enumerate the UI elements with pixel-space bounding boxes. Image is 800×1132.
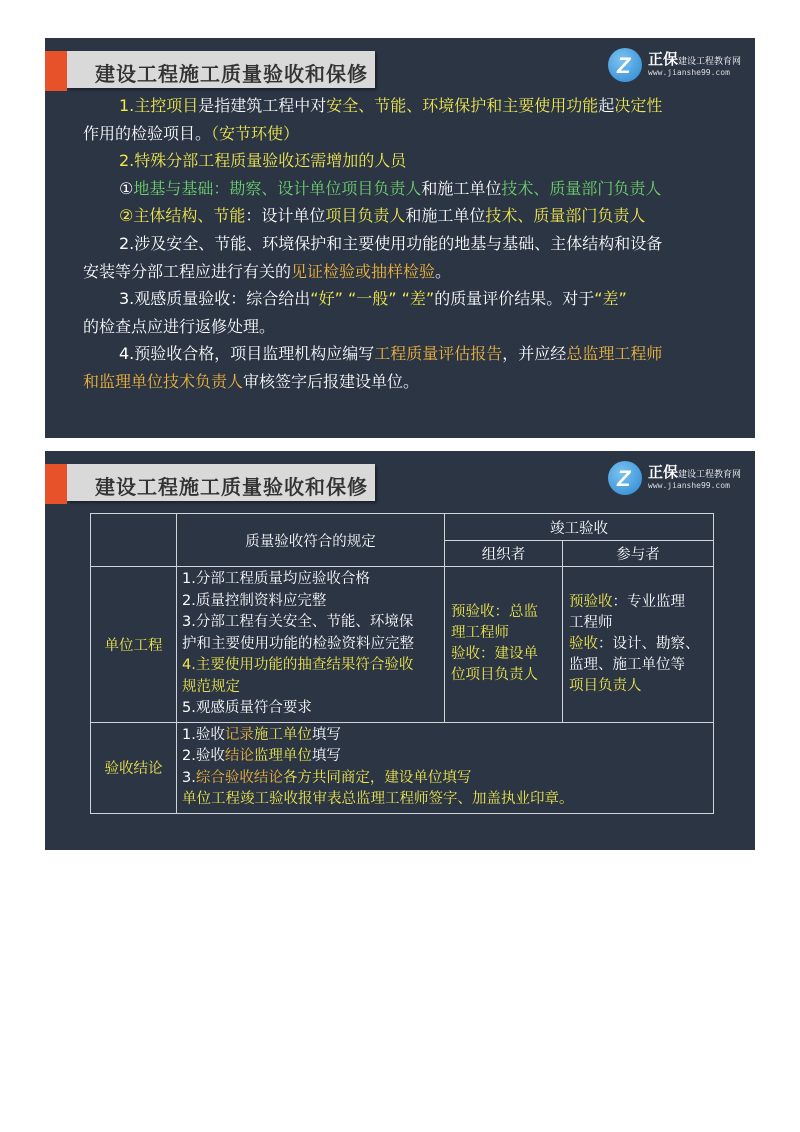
logo — [608, 459, 750, 499]
text-segment: 1. — [119, 96, 135, 115]
body-line — [83, 368, 723, 396]
text-segment: 。 — [435, 261, 452, 281]
header-participant: 参与者 — [563, 541, 714, 567]
text-segment: 填写 — [311, 726, 341, 743]
body-line — [83, 175, 723, 203]
text-segment: 的质量评价结果。对于 — [434, 289, 595, 309]
body-line — [83, 92, 723, 120]
text-segment: 和监理单位技术负责人 — [83, 371, 244, 391]
text-segment: 和施工单位 — [405, 206, 486, 226]
text-segment: 技术、质量部门负责人 — [501, 178, 662, 198]
text-segment: 填写 — [311, 748, 341, 764]
text-segment: 工程质量评估报告 — [374, 344, 503, 364]
slide-title: 建设工程施工质量验收和保修 — [95, 475, 368, 499]
title-accent — [45, 464, 67, 504]
logo-icon: Z — [608, 48, 642, 82]
conclusion-line — [182, 725, 708, 747]
text-segment: 见证检验或抽样检验 — [291, 261, 436, 281]
text-segment: 总监理工程师 — [566, 344, 663, 364]
logo-brand: 正保 — [648, 463, 679, 481]
rule-line: 2.质量控制资料应完整 — [182, 592, 327, 609]
organizer-line: 理工程师 — [451, 625, 509, 642]
body-line — [83, 340, 723, 368]
rule-line: 1.分部工程质量均应验收合格 — [182, 571, 370, 587]
body-line — [83, 313, 723, 341]
text-segment: 地基与基础：勘察、设计单位项目负责人 — [133, 178, 422, 198]
text-segment: “好” “一般” “差” — [310, 289, 435, 309]
conclusion-line — [182, 789, 708, 811]
text-segment: 主控项目 — [134, 96, 199, 115]
table-corner — [91, 514, 177, 567]
logo-url: www.jianshe99.com — [648, 68, 730, 77]
title-accent — [45, 51, 67, 91]
text-segment: 的检查点应进行返修处理。 — [83, 316, 276, 336]
text-segment: ，并应经 — [502, 344, 567, 364]
conclusion-line — [182, 746, 708, 768]
header-completion: 竣工验收 — [445, 514, 714, 541]
text-segment: 结论 — [224, 748, 254, 764]
text-segment: 项目负责人 — [325, 206, 406, 226]
acceptance-table — [90, 513, 714, 814]
text-segment: 单位工程竣工验收报审表总监理工程师签字、加盖执业印章。 — [182, 791, 574, 807]
logo — [608, 46, 750, 86]
organizer-line: 验收：建设单 — [451, 646, 538, 663]
text-segment: ① — [119, 178, 134, 198]
text-segment: ②主体结构、节能 — [119, 206, 246, 226]
slide-2 — [45, 451, 755, 850]
slide-1 — [45, 38, 755, 438]
text-segment: 起 — [598, 96, 615, 115]
text-segment: 是指建筑工程中对 — [198, 96, 327, 115]
logo-brand: 正保 — [648, 50, 679, 68]
rule-line: 规范规定 — [182, 678, 240, 695]
text-segment: 安装等分部工程应进行有关的 — [83, 261, 292, 281]
text-segment: 3. — [182, 769, 196, 786]
title-bar — [67, 464, 375, 501]
rule-line: 5.观感质量符合要求 — [182, 700, 312, 716]
body-line — [83, 285, 723, 313]
text-segment: 和施工单位 — [421, 178, 502, 198]
text-segment: 决定性 — [614, 96, 663, 115]
text-segment: ：设计单位 — [245, 206, 326, 226]
rule-line: 护和主要使用功能的检验资料应完整 — [182, 635, 414, 652]
body-line — [83, 120, 723, 148]
text-segment: 安全、节能、环境保护和主要使用功能 — [326, 96, 599, 115]
text-segment: 2.特殊分部工程质量验收还需增加的人员 — [119, 151, 407, 171]
organizer-cell — [445, 567, 563, 723]
text-segment: 作用的检验项目。 — [83, 123, 212, 143]
text-segment: 施工单位 — [253, 726, 312, 743]
text-segment: “差” — [594, 289, 627, 309]
text-segment: 4.预验收合格，项目监理机构应编写 — [119, 344, 375, 364]
logo-sub: 建设工程教育网 — [678, 57, 742, 67]
logo-icon: Z — [608, 461, 642, 495]
participant-cell: 预验收：专业监理 工程师 验收：设计、勘察、 监理、施工单位等 项目负责人 — [563, 567, 714, 723]
text-segment: 综合验收结论 — [195, 769, 283, 786]
logo-sub: 建设工程教育网 — [678, 470, 742, 480]
row-label-unit: 单位工程 — [91, 567, 177, 723]
text-segment: 2.验收 — [182, 748, 225, 764]
body-line — [83, 230, 723, 258]
text-segment: 监理单位 — [253, 748, 312, 764]
text-segment: 技术、质量部门负责人 — [485, 206, 646, 226]
row-label-conclusion: 验收结论 — [91, 722, 177, 813]
body-line — [83, 202, 723, 230]
text-segment: 记录 — [224, 726, 254, 743]
text-segment: （安节环使） — [211, 123, 300, 143]
organizer-line: 预验收：总监 — [451, 604, 538, 621]
conclusion-cell — [177, 722, 714, 813]
text-segment: 2.涉及安全、节能、环境保护和主要使用功能的地基与基础、主体结构和设备 — [119, 233, 663, 253]
rule-line: 3.分部工程有关安全、节能、环境保 — [182, 614, 414, 630]
body-line — [83, 258, 723, 286]
header-rules: 质量验收符合的规定 — [177, 514, 445, 567]
rule-line: 4.主要使用功能的抽查结果符合验收 — [182, 657, 414, 673]
slide-title: 建设工程施工质量验收和保修 — [95, 62, 368, 86]
title-bar — [67, 51, 375, 88]
text-segment: 各方共同商定，建设单位填写 — [282, 769, 472, 786]
unit-rules-cell — [177, 567, 445, 723]
text-segment: 1.验收 — [182, 726, 225, 743]
text-segment: 审核签字后报建设单位。 — [243, 371, 420, 391]
body-line — [83, 147, 723, 175]
organizer-line: 位项目负责人 — [451, 667, 538, 684]
slide-1-body — [83, 92, 723, 396]
conclusion-line — [182, 768, 708, 790]
text-segment: 3.观感质量验收：综合给出 — [119, 289, 311, 309]
logo-url: www.jianshe99.com — [648, 481, 730, 490]
header-organizer: 组织者 — [445, 541, 563, 567]
